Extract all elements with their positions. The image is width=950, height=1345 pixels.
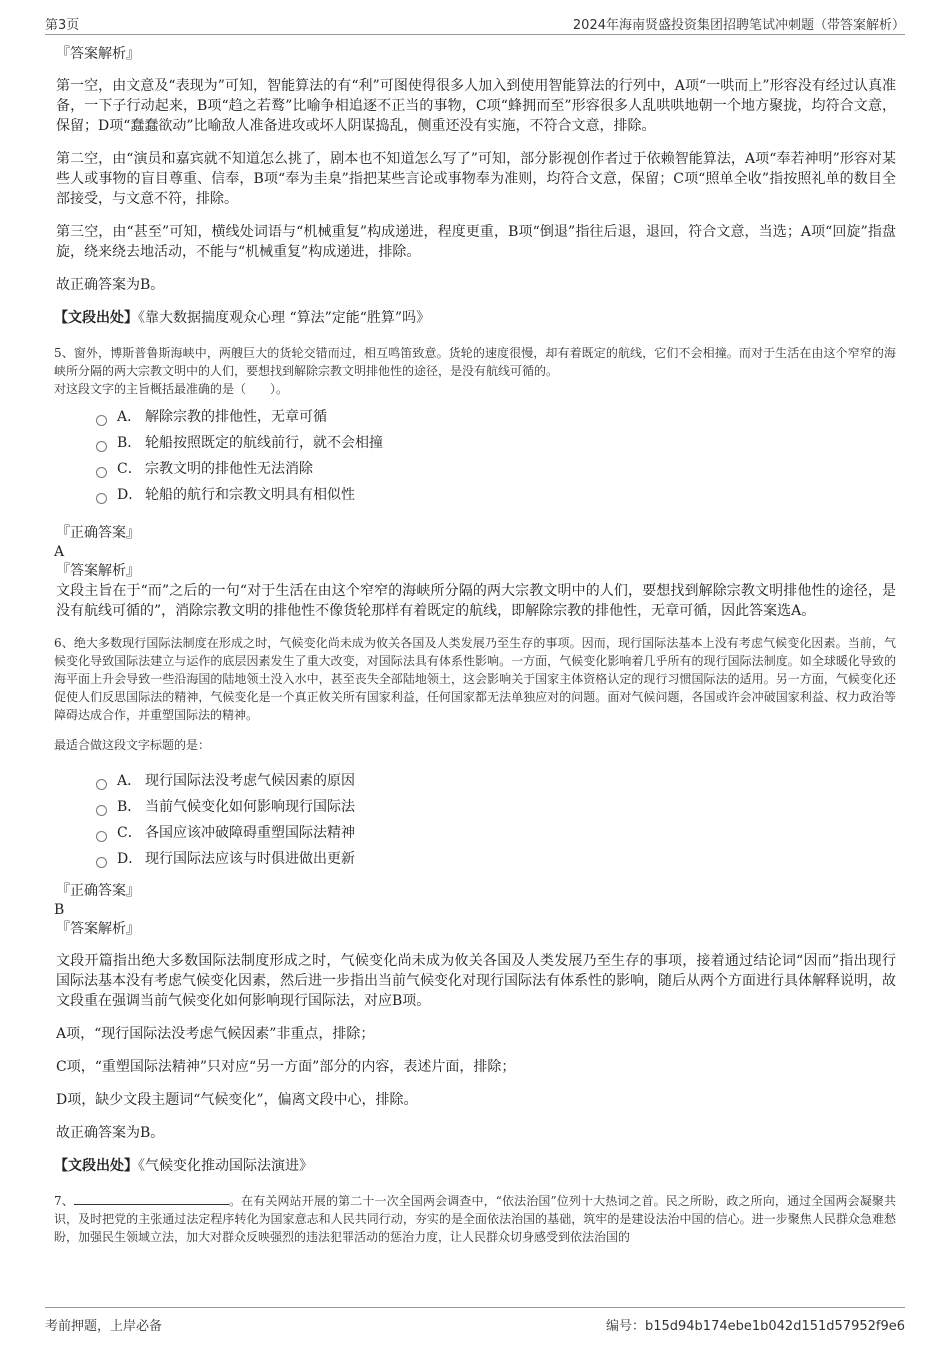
analysis-conclusion: 故正确答案为B。 [56, 277, 165, 293]
option-text: 宗教文明的排他性无法消除 [145, 461, 313, 477]
radio-button[interactable] [96, 415, 107, 426]
radio-button[interactable] [96, 805, 107, 816]
correct-answer-label: 『正确答案』 [56, 883, 140, 899]
analysis-paragraph: A项，“现行国际法没考虑气候因素”非重点，排除； [56, 1026, 375, 1042]
correct-answer: B [54, 902, 65, 918]
option-a[interactable] [96, 404, 896, 430]
radio-button[interactable] [96, 493, 107, 504]
option-letter: D． [117, 851, 143, 867]
source-title: 《气候变化推动国际法演进》 [138, 1158, 313, 1174]
question-prompt: 对这段文字的主旨概括最准确的是（ ）。 [54, 382, 289, 396]
document-title: 2024年海南贤盛投资集团招聘笔试冲刺题（带答案解析） [572, 18, 905, 33]
radio-button[interactable] [96, 831, 107, 842]
option-d[interactable] [96, 846, 896, 872]
option-list [96, 768, 896, 872]
question-prompt: 最适合做这段文字标题的是： [54, 738, 211, 752]
answer-blank[interactable] [74, 1192, 229, 1205]
analysis-paragraph: 文段主旨在于“而”之后的一句“对于生活在由这个窄窄的海峡所分隔的两大宗教文明中的人们，要想找到解除宗教文明排他性的途径，是没有航线可循的”，消除宗教文明的排他性不像货轮那样有着既定的航线，即解除宗教的排他性，无章可循，因此答案选A。 [56, 583, 896, 619]
option-a[interactable] [96, 768, 896, 794]
analysis-paragraph: 第三空，由“甚至”可知，横线处词语与“机械重复”构成递进，程度更重，B项“倒退”指往后退，退回，符合文意，当选；A项“回旋”指盘旋，绕来绕去地活动，不能与“机械重复”构成递进，排除。 [56, 224, 896, 260]
radio-button[interactable] [96, 441, 107, 452]
analysis-label: 『答案解析』 [56, 921, 140, 937]
correct-answer-label: 『正确答案』 [56, 525, 140, 541]
option-letter: B． [117, 435, 142, 451]
page-header [45, 14, 905, 35]
option-text: 轮船的航行和宗教文明具有相似性 [145, 487, 355, 503]
analysis-paragraph: 文段开篇指出绝大多数国际法制度形成之时，气候变化尚未成为攸关各国及人类发展乃至生存的事项，接着通过结论词“因而”指出现行国际法基本没有考虑气候变化因素，然后进一步指出当前气候变化对现行国际法有体系性的影响，随后从两个方面进行具体解释说明，故文段重在强调当前气候变化如何影响现行国际法，对应B项。 [56, 953, 896, 1009]
analysis-paragraph: 第一空，由文意及“表现为”可知，智能算法的有“利”可图使得很多人加入到使用智能算法的行列中，A项“一哄而上”形容没有经过认真准备，一下子行动起来，B项“趋之若鹜”比喻争相追逐不正当的事物，C项“蜂拥而至”形容很多人乱哄哄地朝一个地方聚拢，均符合文意，保留；D项“蠢蠢欲动”比喻敌人准备进攻或坏人阴谋捣乱，侧重还没有实施，不符合文意，排除。 [56, 78, 896, 134]
source-label: 【文段出处】 [54, 310, 138, 326]
option-d[interactable] [96, 482, 896, 508]
option-letter: C． [117, 825, 142, 841]
radio-button[interactable] [96, 779, 107, 790]
page-footer [45, 1307, 905, 1334]
page-number: 第3页 [45, 18, 80, 33]
option-text: 各国应该冲破障碍重塑国际法精神 [145, 825, 355, 841]
correct-answer: A [54, 544, 65, 560]
option-letter: B． [117, 799, 142, 815]
radio-button[interactable] [96, 857, 107, 868]
option-text: 现行国际法应该与时俱进做出更新 [145, 851, 355, 867]
option-b[interactable] [96, 430, 896, 456]
radio-button[interactable] [96, 467, 107, 478]
source-title: 《靠大数据揣度观众心理 “算法”定能“胜算”吗》 [138, 310, 431, 326]
footer-slogan: 考前押题，上岸必备 [45, 1319, 163, 1334]
question-6 [56, 634, 896, 1176]
question-body: 。在有关网站开展的第二十一次全国两会调查中，“依法治国”位列十大热词之首。民之所盼，政之所向，通过全国两会凝聚共识，及时把党的主张通过法定程序转化为国家意志和人民共同行动，夯实的是全面依法治国的基础，筑牢的是建设法治中国的信心。进一步聚焦人民群众急难愁盼，加强民生领域立法，加大对群众反映强烈的违法犯罪活动的惩治力度，让人民群众切身感受到依法治国的 [54, 1194, 896, 1244]
page-content [56, 44, 896, 1246]
analysis-label: 『答案解析』 [56, 46, 140, 62]
analysis-label: 『答案解析』 [56, 563, 140, 579]
option-letter: A． [117, 773, 142, 789]
question-text: 5、窗外，博斯普鲁斯海峡中，两艘巨大的货轮交错而过，相互鸣笛致意。货轮的速度很慢，却有着既定的航线，它们不会相撞。而对于生活在由这个窄窄的海峡所分隔的两大宗教文明中的人们，要想找到解除宗教文明排他性的途径，是没有航线可循的。 [54, 346, 896, 378]
option-letter: A． [117, 409, 142, 425]
option-b[interactable] [96, 794, 896, 820]
option-letter: D． [117, 487, 143, 503]
source-label: 【文段出处】 [54, 1158, 138, 1174]
analysis-conclusion: 故正确答案为B。 [56, 1125, 165, 1141]
analysis-paragraph: C项，“重塑国际法精神”只对应“另一方面”部分的内容，表述片面，排除； [56, 1059, 516, 1075]
option-text: 当前气候变化如何影响现行国际法 [145, 799, 355, 815]
option-text: 解除宗教的排他性，无章可循 [145, 409, 327, 425]
question-text: 6、绝大多数现行国际法制度在形成之时，气候变化尚未成为攸关各国及人类发展乃至生存的事项。因而，现行国际法基本上没有考虑气候变化因素。当前，气候变化导致国际法建立与运作的底层因素发生了重大改变，对国际法具有体系性影响。一方面，气候变化影响着几乎所有的现行国际法制度。如全球暖化导致的海平面上升会导致一些沿海国的陆地领土没入水中，甚至丧失全部陆地领土，这会影响关于国家主体资格认定的现行习惯国际法的适用。另一方面，气候变化还促使人们反思国际法的精神，气候变化是一个真正攸关所有国家利益，任何国家都无法单独应对的问题。面对气候问题，各国或许会冲破国家利益、权力政治等障碍达成合作，并重塑国际法的精神。 [54, 636, 896, 722]
option-c[interactable] [96, 820, 896, 846]
option-letter: C． [117, 461, 142, 477]
question-text [54, 1192, 896, 1246]
question-7 [56, 1192, 896, 1246]
option-c[interactable] [96, 456, 896, 482]
question-number: 7、 [54, 1194, 74, 1208]
question-5 [56, 344, 896, 621]
analysis-paragraph: D项，缺少文段主题词“气候变化”，偏离文段中心，排除。 [56, 1092, 418, 1108]
option-list [96, 404, 896, 508]
analysis-paragraph: 第二空，由“演员和嘉宾就不知道怎么挑了，剧本也不知道怎么写了”可知，部分影视创作者过于依赖智能算法，A项“奉若神明”形容对某些人或事物的盲目尊重、信奉，B项“奉为圭臬”指把某些言论或事物奉为准则，均符合文意，保留；C项“照单全收”指按照礼单的数目全部接受，与文意不符，排除。 [56, 151, 896, 207]
text-source [54, 308, 896, 328]
text-source [54, 1156, 896, 1176]
option-text: 轮船按照既定的航线前行，就不会相撞 [145, 435, 383, 451]
document-id: 编号：b15d94b174ebe1b042d151d57952f9e6 [605, 1319, 905, 1334]
option-text: 现行国际法没考虑气候因素的原因 [145, 773, 355, 789]
